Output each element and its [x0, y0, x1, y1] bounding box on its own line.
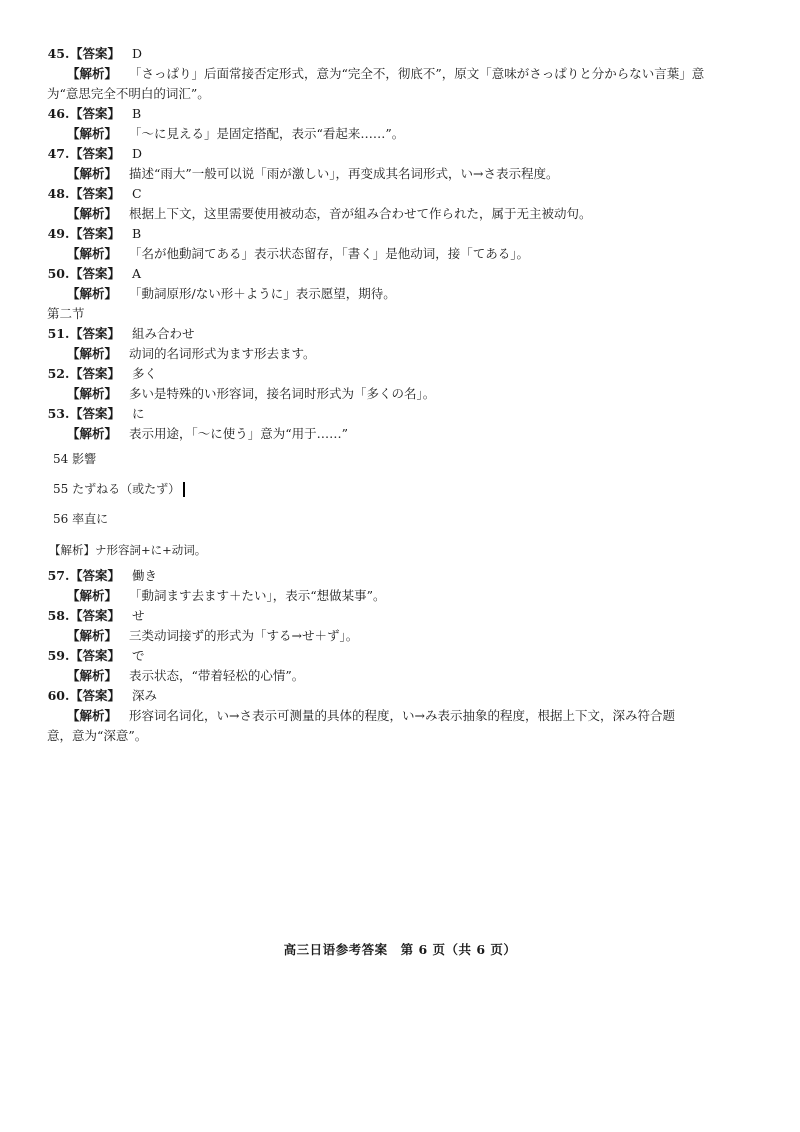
answer-entry [47, 646, 747, 686]
answer-line [47, 44, 747, 64]
answer-tag: 【答案】 [70, 186, 121, 201]
answer-entry [47, 606, 747, 646]
answer-line [47, 364, 747, 384]
explanation-line [47, 164, 747, 184]
answer-value: D [132, 146, 143, 161]
question-number: 57 [47, 568, 65, 583]
answer-entry [47, 364, 747, 404]
explanation-text: 「名が他動詞てある」表示状态留存，「書く」是他动词，接「てある」。 [129, 246, 530, 261]
explanation-text: 动词的名词形式为ます形去ます。 [129, 346, 316, 361]
answer-tag: 【答案】 [70, 366, 121, 381]
number-dot: . [65, 146, 70, 161]
answer-tag: 【答案】 [70, 406, 121, 421]
answer-key-content [47, 44, 747, 746]
answer-tag: 【答案】 [70, 326, 121, 341]
answer-entry [47, 264, 747, 304]
explanation-tag: 【解析】 [67, 66, 118, 81]
question-number: 59 [47, 648, 65, 663]
answer-value: に [132, 406, 145, 421]
explanation-tag: 【解析】 [67, 246, 118, 261]
answer-line [47, 264, 747, 284]
question-number: 52 [47, 366, 65, 381]
explanation-text: 「動詞原形/ない形＋ように」表示愿望，期待。 [129, 286, 396, 301]
question-number: 51 [47, 326, 65, 341]
number-dot: . [65, 608, 70, 623]
answer-value: C [132, 186, 142, 201]
answer-entry [47, 144, 747, 184]
answer-value: 働き [132, 568, 158, 583]
answer-line [47, 606, 747, 626]
answer-list-part2 [47, 324, 747, 444]
explanation-tag: 【解析】 [67, 346, 118, 361]
explanation-text: 三类动词接ず的形式为「する→せ＋ず」。 [129, 628, 359, 643]
explanation-continuation: 为“意思完全不明白的词汇”。 [47, 86, 210, 101]
explanation-line [47, 586, 747, 606]
answer-entry [47, 104, 747, 144]
answer-tag: 【答案】 [70, 648, 121, 663]
explanation-text: 「動詞ます去ます＋たい」，表示“想做某事”。 [129, 588, 386, 603]
question-number: 47 [47, 146, 65, 161]
answer-entry [47, 566, 747, 606]
number-dot: . [65, 226, 70, 241]
answer-value: A [132, 266, 142, 281]
number-dot: . [65, 648, 70, 663]
answer-entry [47, 404, 747, 444]
answer-entry [47, 224, 747, 264]
answer-tag: 【答案】 [70, 266, 121, 281]
answer-line [47, 184, 747, 204]
answer-tag: 【答案】 [70, 688, 121, 703]
explanation-tag: 【解析】 [67, 386, 118, 401]
answer-value: B [132, 226, 142, 241]
answer-list-part3 [47, 566, 747, 746]
text-cursor [183, 482, 185, 497]
explanation-line [47, 284, 747, 304]
explanation-tag: 【解析】 [67, 426, 118, 441]
explanation-tag: 【解析】 [49, 543, 95, 557]
answer-entry [47, 324, 747, 364]
section-title: 第二节 [47, 306, 85, 321]
answer-line [47, 686, 747, 706]
explanation-text: 形容词名词化，い→さ表示可测量的具体的程度，い→み表示抽象的程度，根据上下文，深み符合题 [129, 708, 675, 723]
answer-value: せ [132, 608, 145, 623]
number-dot: . [65, 366, 70, 381]
question-number: 45 [47, 46, 65, 61]
explanation-line [47, 384, 747, 404]
explanation-text: 表示状态，“带着轻松的心情”。 [129, 668, 305, 683]
explanation-text: ナ形容詞+に+动词。 [95, 543, 207, 557]
page-footer: 高三日语参考答案 第 6 页（共 6 页） [283, 942, 517, 957]
explanation-tag: 【解析】 [67, 668, 118, 683]
question-number: 48 [47, 186, 65, 201]
explanation-tag: 【解析】 [67, 708, 118, 723]
question-number: 60 [47, 688, 65, 703]
answer-tag: 【答案】 [70, 226, 121, 241]
answer-55 [47, 474, 747, 504]
explanation-line [47, 706, 747, 726]
explanation-tag: 【解析】 [67, 628, 118, 643]
explanation-text: 「さっぱり」后面常接否定形式，意为“完全不，彻底不”，原文「意味がさっぱりと分からない言葉」意 [129, 66, 705, 81]
explanation-tag: 【解析】 [67, 166, 118, 181]
answer-list-part1 [47, 44, 747, 304]
explanation-line [47, 424, 747, 444]
answer-value: 組み合わせ [132, 326, 195, 341]
explanation-tag: 【解析】 [67, 286, 118, 301]
explanation-text: 表示用途，「～に使う」意为“用于……” [129, 426, 349, 441]
number-dot: . [65, 266, 70, 281]
answer-value: D [132, 46, 143, 61]
answer-value: B [132, 106, 142, 121]
explanation-text: 「～に見える」是固定搭配，表示“看起来……”。 [129, 126, 405, 141]
explanation-continuation: 意，意为“深意”。 [47, 728, 148, 743]
explanation-text: 描述“雨大”一般可以说「雨が激しい」，再变成其名词形式，い→さ表示程度。 [129, 166, 559, 181]
answer-value: 深み [132, 688, 158, 703]
question-number: 53 [47, 406, 65, 421]
question-number: 49 [47, 226, 65, 241]
explanation-56 [47, 534, 747, 566]
number-dot: . [65, 326, 70, 341]
answer-entry [47, 686, 747, 746]
answer-tag: 【答案】 [70, 46, 121, 61]
answer-entry [47, 184, 747, 224]
answer-value: で [132, 648, 145, 663]
answer-line [47, 324, 747, 344]
number-dot: . [65, 406, 70, 421]
answer-line [47, 224, 747, 244]
answer-55-text: 55 たずねる（或たず） [53, 482, 181, 496]
answer-line [47, 144, 747, 164]
explanation-line [47, 666, 747, 686]
explanation-line [47, 344, 747, 364]
question-number: 50 [47, 266, 65, 281]
answer-tag: 【答案】 [70, 568, 121, 583]
number-dot: . [65, 688, 70, 703]
number-dot: . [65, 186, 70, 201]
answer-line [47, 566, 747, 586]
number-dot: . [65, 106, 70, 121]
answer-line [47, 104, 747, 124]
explanation-text: 多い是特殊的い形容词，接名词时形式为「多くの名」。 [129, 386, 436, 401]
answer-tag: 【答案】 [70, 146, 121, 161]
explanation-line [47, 64, 747, 84]
explanation-line [47, 626, 747, 646]
explanation-line [47, 204, 747, 224]
explanation-text: 根据上下文，这里需要使用被动态，音が組み合わせて作られた，属于无主被动句。 [129, 206, 592, 221]
explanation-tag: 【解析】 [67, 126, 118, 141]
number-dot: . [65, 46, 70, 61]
answer-value: 多く [132, 366, 158, 381]
question-number: 46 [47, 106, 65, 121]
question-number: 58 [47, 608, 65, 623]
answer-line [47, 646, 747, 666]
answer-56: 56 率直に [53, 512, 109, 526]
answer-tag: 【答案】 [70, 106, 121, 121]
answer-line [47, 404, 747, 424]
explanation-line [47, 244, 747, 264]
explanation-tag: 【解析】 [67, 206, 118, 221]
answer-entry [47, 44, 747, 104]
explanation-line [47, 124, 747, 144]
answer-54: 54 影響 [53, 452, 97, 466]
answer-tag: 【答案】 [70, 608, 121, 623]
number-dot: . [65, 568, 70, 583]
explanation-tag: 【解析】 [67, 588, 118, 603]
